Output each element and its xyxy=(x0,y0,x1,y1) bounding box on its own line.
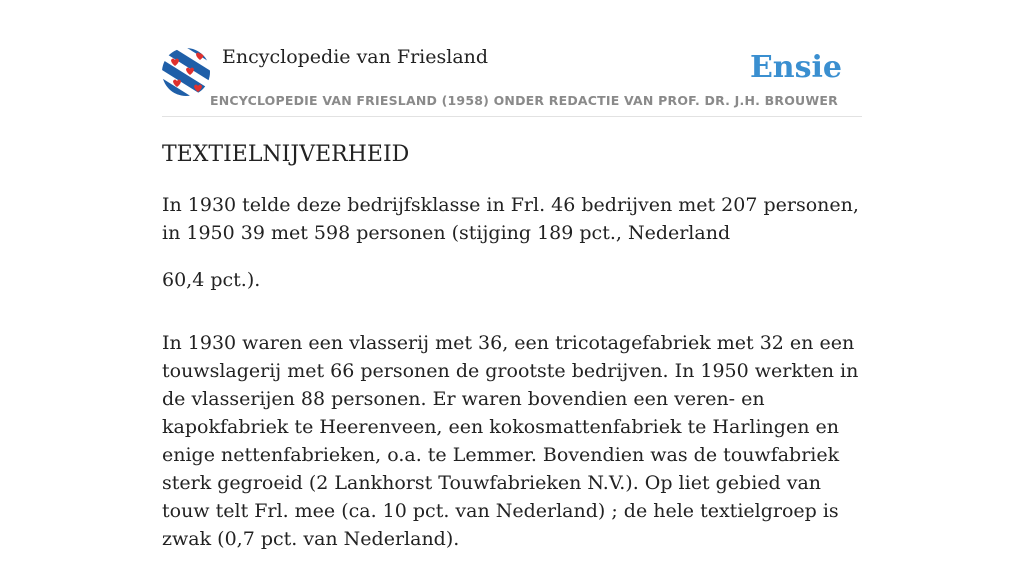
entry-paragraph: 60,4 pct.). xyxy=(162,269,261,291)
site-subtitle: ENCYCLOPEDIE VAN FRIESLAND (1958) ONDER REDACTIE VAN PROF. DR. J.H. BROUWER xyxy=(210,93,838,108)
entry-title: TEXTIELNIJVERHEID xyxy=(162,142,410,167)
site-header xyxy=(162,44,862,117)
friesland-flag-icon[interactable] xyxy=(162,48,210,96)
site-title[interactable]: Encyclopedie van Friesland xyxy=(222,46,489,68)
entry-paragraph: In 1930 telde deze bedrijfsklasse in Frl. 46 bedrijven met 207 personen, in 1950 39 met 598 personen (stijging 189 pct., Nederland xyxy=(162,194,859,244)
entry-content xyxy=(162,139,862,572)
entry-paragraph: In 1930 waren een vlasserij met 36, een tricotagefabriek met 32 en een touwslagerij met 66 personen de grootste bedrijven. In 1950 werkten in de vlasserijen 88 personen. Er waren bovendien een veren- en kapokfabriek te Heerenveen, een kokosmattenfabriek te Harlingen en enige nettenfabrieken, o.a. te Lemmer. Bovendien was de touwfabriek sterk gegroeid (2 Lankhorst Touwfabrieken N.V.). Op liet gebied van touw telt Frl. mee (ca. 10 pct. van Nederland) ; de hele textielgroep is zwak (0,7 pct. van Nederland). xyxy=(162,332,859,550)
logo-svg xyxy=(162,48,210,96)
ensie-brand-logo[interactable]: Ensie xyxy=(749,50,842,85)
